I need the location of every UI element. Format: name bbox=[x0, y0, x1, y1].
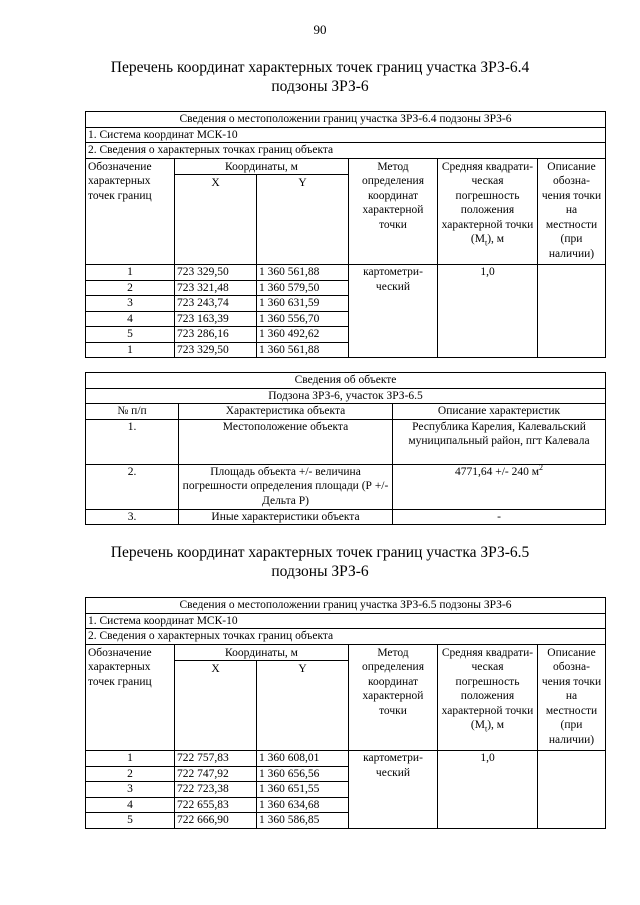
point-x: 723 321,48 bbox=[175, 280, 257, 296]
col-x: X bbox=[175, 175, 257, 265]
coordinate-system: 1. Система координат МСК-10 bbox=[86, 613, 606, 629]
points-header: 2. Сведения о характерных точках границ объекта bbox=[86, 629, 606, 645]
col-y: Y bbox=[257, 175, 349, 265]
point-number: 1 bbox=[86, 751, 175, 767]
col-error-sub: t bbox=[484, 724, 488, 734]
col-coords: Координаты, м bbox=[175, 644, 349, 661]
col-error-text: Средняя квадрати-ческая погрешность положения характерной точки (M bbox=[441, 160, 534, 245]
error-value: 1,0 bbox=[438, 751, 538, 829]
description-value bbox=[538, 265, 606, 358]
col-error-text: Средняя квадрати-ческая погрешность положения характерной точки (M bbox=[441, 646, 534, 731]
point-y: 1 360 634,68 bbox=[257, 797, 349, 813]
section1-title bbox=[60, 58, 580, 96]
point-x: 723 286,16 bbox=[175, 327, 257, 343]
point-number: 4 bbox=[86, 797, 175, 813]
row-description: - bbox=[393, 509, 606, 525]
table-row bbox=[86, 751, 606, 767]
point-x: 722 723,38 bbox=[175, 782, 257, 798]
point-y: 1 360 656,56 bbox=[257, 766, 349, 782]
point-y: 1 360 561,88 bbox=[257, 342, 349, 358]
point-x: 723 163,39 bbox=[175, 311, 257, 327]
page-number: 90 bbox=[313, 22, 327, 37]
col-error-unit: ), м bbox=[487, 719, 505, 731]
section2-title-line2: подзоны ЗРЗ-6 bbox=[271, 563, 369, 580]
points-header: 2. Сведения о характерных точках границ объекта bbox=[86, 143, 606, 159]
point-x: 723 329,50 bbox=[175, 265, 257, 281]
table-row bbox=[86, 265, 606, 281]
col-error-sub: t bbox=[484, 238, 488, 248]
point-y: 1 360 651,55 bbox=[257, 782, 349, 798]
col-error bbox=[438, 644, 538, 751]
table-row bbox=[86, 464, 606, 509]
col-error bbox=[438, 158, 538, 265]
col-x: X bbox=[175, 661, 257, 751]
point-x: 722 655,83 bbox=[175, 797, 257, 813]
point-y: 1 360 586,85 bbox=[257, 813, 349, 829]
point-number: 2 bbox=[86, 766, 175, 782]
point-y: 1 360 556,70 bbox=[257, 311, 349, 327]
row-characteristic: Площадь объекта +/- величина погрешности определения площади (Р +/- Дельта Р) bbox=[179, 464, 393, 509]
point-x: 722 757,83 bbox=[175, 751, 257, 767]
table-caption: Сведения о местоположении границ участка ЗРЗ-6.5 подзоны ЗРЗ-6 bbox=[86, 598, 606, 614]
row-description: Республика Карелия, Калевальский муниципальный район, пгт Калевала bbox=[393, 419, 606, 464]
point-x: 722 747,92 bbox=[175, 766, 257, 782]
point-number: 1 bbox=[86, 342, 175, 358]
col-coords: Координаты, м bbox=[175, 158, 349, 175]
col-y: Y bbox=[257, 661, 349, 751]
col-num: № п/п bbox=[86, 404, 179, 420]
coordinates-table-zrz-6-4 bbox=[85, 111, 606, 358]
section2-title-line1: Перечень координат характерных точек границ участка ЗРЗ-6.5 bbox=[110, 544, 530, 561]
point-y: 1 360 579,50 bbox=[257, 280, 349, 296]
point-y: 1 360 608,01 bbox=[257, 751, 349, 767]
col-characteristic-desc: Описание характеристик bbox=[393, 404, 606, 420]
point-x: 723 329,50 bbox=[175, 342, 257, 358]
col-error-unit: ), м bbox=[487, 233, 505, 245]
coordinate-system: 1. Система координат МСК-10 bbox=[86, 127, 606, 143]
object-info-caption: Сведения об объекте bbox=[86, 373, 606, 389]
table-row bbox=[86, 419, 606, 464]
col-description: Описание обозна-чения точки на местности (при наличии) bbox=[538, 644, 606, 751]
section2-title bbox=[60, 543, 580, 581]
row-characteristic: Местоположение объекта bbox=[179, 419, 393, 464]
coordinates-table-zrz-6-5 bbox=[85, 597, 606, 829]
point-number: 5 bbox=[86, 813, 175, 829]
point-number: 2 bbox=[86, 280, 175, 296]
row-description bbox=[393, 464, 606, 509]
col-method: Метод определения координат характерной точки bbox=[349, 158, 438, 265]
table-caption: Сведения о местоположении границ участка ЗРЗ-6.4 подзоны ЗРЗ-6 bbox=[86, 112, 606, 128]
col-designation: Обозначение характерных точек границ bbox=[86, 644, 175, 751]
point-number: 3 bbox=[86, 782, 175, 798]
point-y: 1 360 492,62 bbox=[257, 327, 349, 343]
table-row bbox=[86, 509, 606, 525]
col-characteristic: Характеристика объекта bbox=[179, 404, 393, 420]
error-value: 1,0 bbox=[438, 265, 538, 358]
area-value: 4771,64 +/- 240 м bbox=[454, 465, 540, 478]
point-y: 1 360 561,88 bbox=[257, 265, 349, 281]
point-number: 4 bbox=[86, 311, 175, 327]
point-number: 5 bbox=[86, 327, 175, 343]
point-y: 1 360 631,59 bbox=[257, 296, 349, 312]
point-number: 1 bbox=[86, 265, 175, 281]
row-number: 1. bbox=[86, 419, 179, 464]
method-value: картометри-ческий bbox=[349, 751, 438, 829]
point-x: 723 243,74 bbox=[175, 296, 257, 312]
col-description: Описание обозна-чения точки на местности (при наличии) bbox=[538, 158, 606, 265]
description-value bbox=[538, 751, 606, 829]
section1-title-line1: Перечень координат характерных точек границ участка ЗРЗ-6.4 bbox=[110, 59, 530, 76]
row-number: 3. bbox=[86, 509, 179, 525]
area-unit-exponent: 2 bbox=[539, 462, 544, 472]
point-number: 3 bbox=[86, 296, 175, 312]
object-info-subcaption: Подзона ЗРЗ-6, участок ЗРЗ-6.5 bbox=[86, 388, 606, 404]
col-designation: Обозначение характерных точек границ bbox=[86, 158, 175, 265]
point-x: 722 666,90 bbox=[175, 813, 257, 829]
section1-title-line2: подзоны ЗРЗ-6 bbox=[271, 78, 369, 95]
object-info-table bbox=[85, 372, 606, 525]
row-characteristic: Иные характеристики объекта bbox=[179, 509, 393, 525]
row-number: 2. bbox=[86, 464, 179, 509]
col-method: Метод определения координат характерной точки bbox=[349, 644, 438, 751]
method-value: картометри-ческий bbox=[349, 265, 438, 358]
